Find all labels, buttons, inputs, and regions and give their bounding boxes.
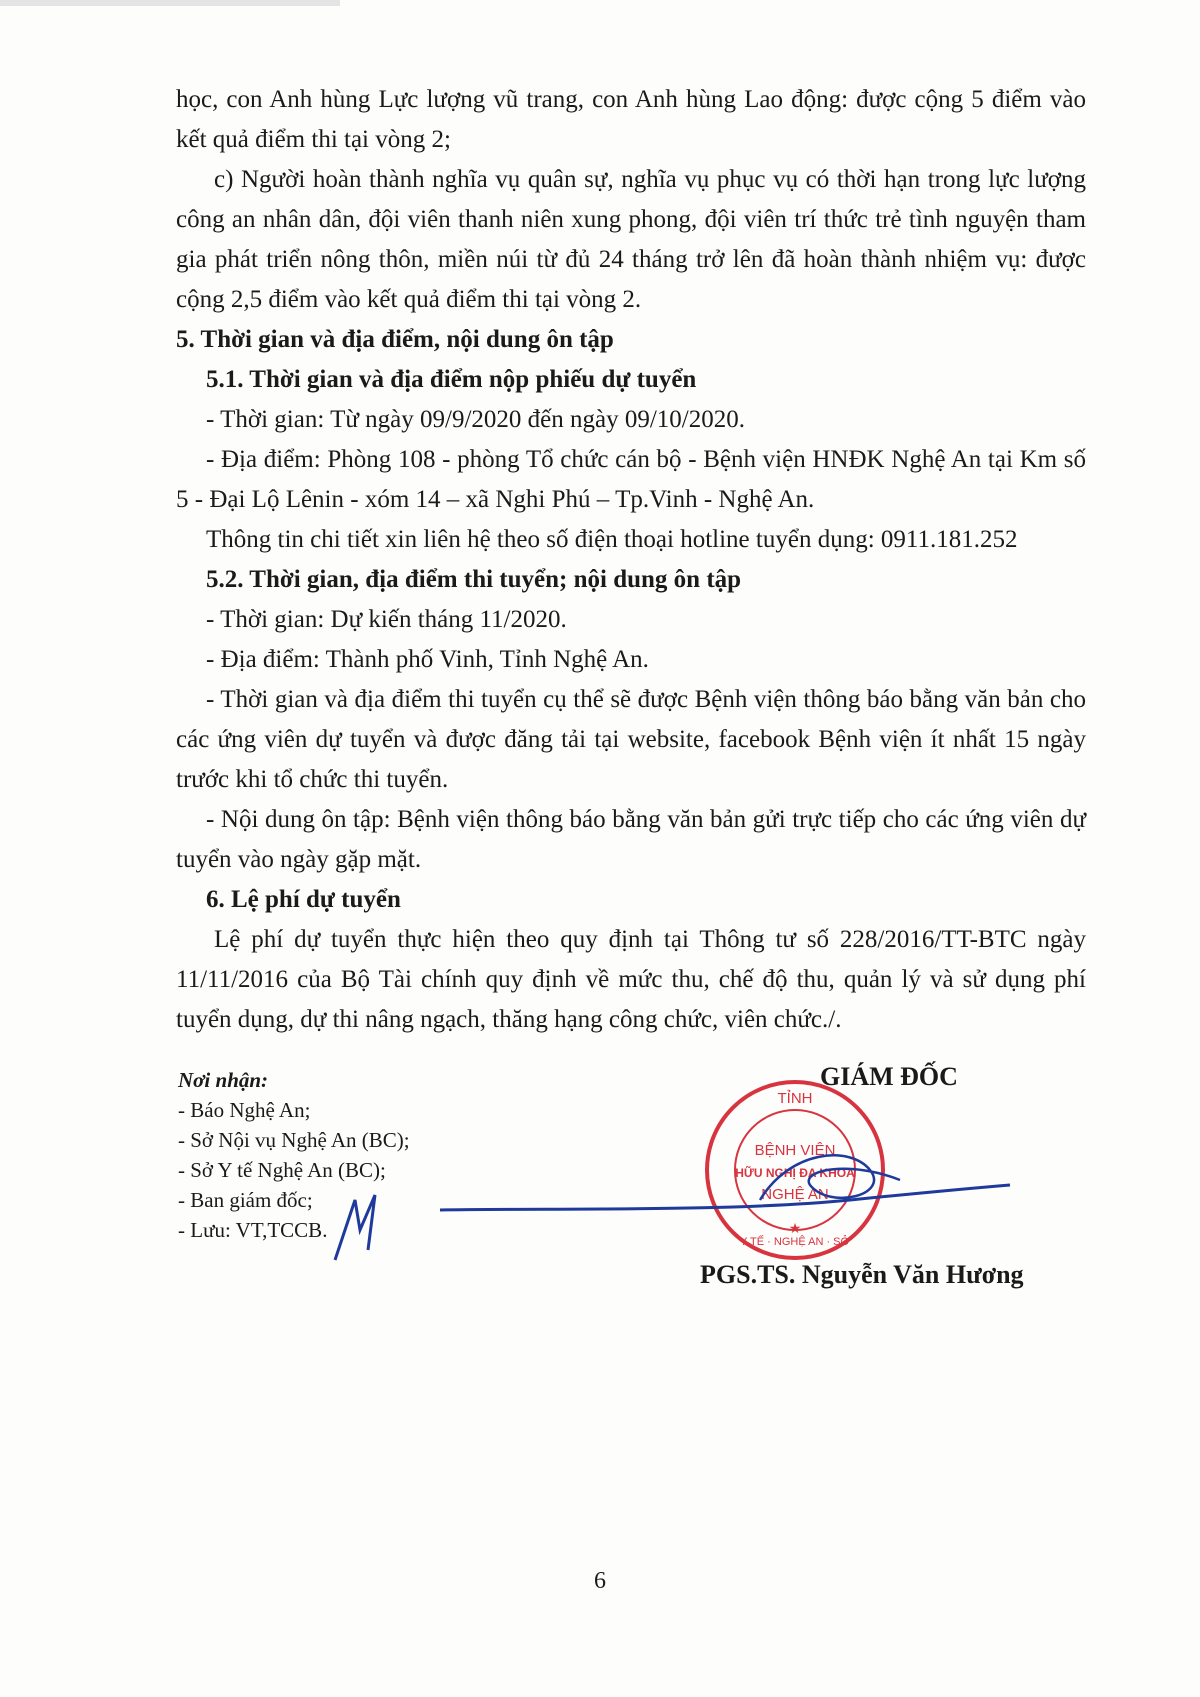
signer-name: PGS.TS. Nguyễn Văn Hương xyxy=(700,1260,1024,1289)
section-5-1-heading: 5.1. Thời gian và địa điểm nộp phiếu dự tuyển xyxy=(206,366,697,393)
initials-mark xyxy=(330,1190,390,1270)
item-exam-notice: - Thời gian và địa điểm thi tuyển cụ thể sẽ được Bệnh viện thông báo bằng văn bản cho các ứng viên dự tuyển và được đăng tải tại website, facebook Bệnh viện ít nhất 15 ngày trước khi tổ chức thi tuyển. xyxy=(176,686,1086,793)
section-5-heading: 5. Thời gian và địa điểm, nội dung ôn tập xyxy=(176,326,614,353)
paragraph-continuation: học, con Anh hùng Lực lượng vũ trang, con Anh hùng Lao động: được cộng 5 điểm vào kết quả điểm thi tại vòng 2; xyxy=(176,86,1086,153)
stamp-top-text: TỈNH xyxy=(777,1090,813,1107)
stamp-ring-text: Y TẾ · NGHỆ AN · SỞ xyxy=(740,1236,850,1248)
stamp-line-2: HỮU NGHỊ ĐA KHOA xyxy=(735,1166,855,1180)
recipient-item: - Ban giám đốc; xyxy=(178,1188,313,1212)
document-body xyxy=(176,80,1086,1040)
section-6-heading: 6. Lệ phí dự tuyển xyxy=(206,886,401,913)
recipient-item: - Lưu: VT,TCCB. xyxy=(178,1218,328,1242)
recipient-item: - Sở Y tế Nghệ An (BC); xyxy=(178,1158,386,1182)
section-5-2-heading: 5.2. Thời gian, địa điểm thi tuyển; nội dung ôn tập xyxy=(206,566,742,593)
item-review-content: - Nội dung ôn tập: Bệnh viện thông báo bằng văn bản gửi trực tiếp cho các ứng viên dự tuyển vào ngày gặp mặt. xyxy=(176,806,1086,873)
paragraph-c: c) Người hoàn thành nghĩa vụ quân sự, nghĩa vụ phục vụ có thời hạn trong lực lượng công an nhân dân, đội viên thanh niên xung phong, đội viên trí thức trẻ tình nguyện tham gia phát triển nông thôn, miền núi từ đủ 24 tháng trở lên đã hoàn thành nhiệm vụ: được cộng 2,5 điểm vào kết quả điểm thi tại vòng 2. xyxy=(176,166,1086,313)
item-location-1: - Địa điểm: Phòng 108 - phòng Tổ chức cán bộ - Bệnh viện HNĐK Nghệ An tại Km số 5 - Đại Lộ Lênin - xóm 14 – xã Nghi Phú – Tp.Vinh - Nghệ An. xyxy=(176,446,1086,513)
recipient-item: - Sở Nội vụ Nghệ An (BC); xyxy=(178,1128,410,1152)
page-number: 6 xyxy=(594,1568,606,1594)
hotline-info: Thông tin chi tiết xin liên hệ theo số điện thoại hotline tuyển dụng: 0911.181.252 xyxy=(206,526,1018,553)
item-time-1: - Thời gian: Từ ngày 09/9/2020 đến ngày 09/10/2020. xyxy=(206,406,745,433)
stamp-line-3: NGHỆ AN xyxy=(761,1186,829,1203)
recipients-title: Nơi nhận: xyxy=(178,1068,269,1092)
svg-text:★: ★ xyxy=(788,1222,802,1237)
fee-paragraph: Lệ phí dự tuyển thực hiện theo quy định tại Thông tư số 228/2016/TT-BTC ngày 11/11/2016 của Bộ Tài chính quy định về mức thu, chế độ thu, quản lý và sử dụng phí tuyển dụng, dự thi nâng ngạch, thăng hạng công chức, viên chức./. xyxy=(176,926,1086,1033)
item-location-2: - Địa điểm: Thành phố Vinh, Tỉnh Nghệ An. xyxy=(206,646,649,673)
recipient-item: - Báo Nghệ An; xyxy=(178,1098,311,1122)
scan-edge xyxy=(0,0,340,6)
signer-role: GIÁM ĐỐC xyxy=(820,1062,958,1091)
item-time-2: - Thời gian: Dự kiến tháng 11/2020. xyxy=(206,606,567,633)
stamp-line-1: BỆNH VIỆN xyxy=(754,1142,836,1159)
